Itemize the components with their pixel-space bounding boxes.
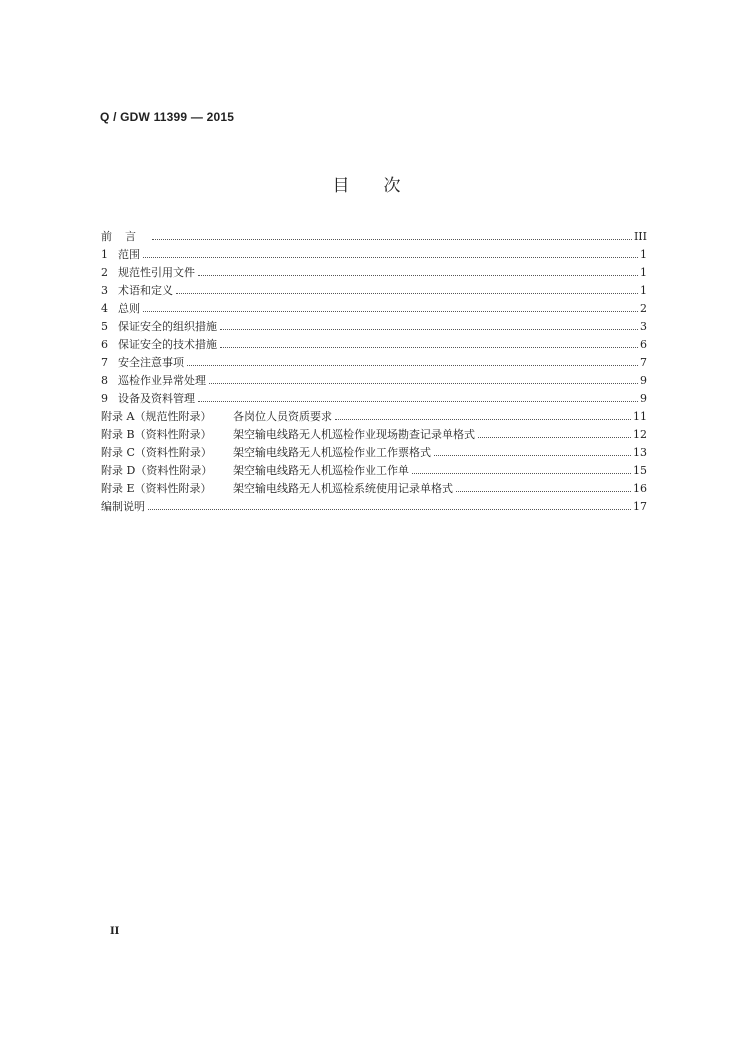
toc-entry-appendix-b[interactable] <box>101 426 647 444</box>
toc-entry-abnormal-handling[interactable] <box>101 372 647 390</box>
toc-entry-label: 保证安全的技术措施 <box>118 338 217 351</box>
toc-entry-foreword[interactable] <box>101 228 647 246</box>
toc-entry-appendix-prefix: 附录 C（资料性附录） <box>101 446 212 459</box>
toc-entry-page: 11 <box>633 410 647 423</box>
toc-entry-normative-references[interactable] <box>101 264 647 282</box>
toc-entry-page: III <box>633 230 647 243</box>
toc-entry-label: 各岗位人员资质要求 <box>233 410 332 423</box>
dot-leader <box>143 311 638 312</box>
toc-entry-page: 1 <box>640 284 647 297</box>
toc-entry-number: 9 <box>101 392 108 405</box>
toc-entry-label: 架空输电线路无人机巡检系统使用记录单格式 <box>233 482 453 495</box>
toc-entry-label: 总则 <box>118 302 140 315</box>
dot-leader <box>456 491 631 492</box>
toc-entry-technical-measures[interactable] <box>101 336 647 354</box>
toc-entry-number: 7 <box>101 356 108 369</box>
toc-entry-page: 2 <box>640 302 647 315</box>
toc-entry-number: 1 <box>101 248 108 261</box>
toc-entry-number: 5 <box>101 320 108 333</box>
toc-entry-appendix-e[interactable] <box>101 480 647 498</box>
toc-entry-page: 15 <box>633 464 647 477</box>
dot-leader <box>220 329 638 330</box>
dot-leader <box>198 275 638 276</box>
toc-entry-appendix-prefix: 附录 E（资料性附录） <box>101 482 212 495</box>
dot-leader <box>209 383 638 384</box>
toc-entry-label: 巡检作业异常处理 <box>118 374 206 387</box>
toc-entry-page: 6 <box>640 338 647 351</box>
toc-entry-page: 3 <box>640 320 647 333</box>
table-of-contents <box>101 228 647 516</box>
toc-entry-page: 9 <box>640 374 647 387</box>
dot-leader <box>335 419 631 420</box>
toc-entry-label: 编制说明 <box>101 500 145 513</box>
toc-entry-appendix-prefix: 附录 A（规范性附录） <box>101 410 212 423</box>
toc-entry-page: 16 <box>633 482 647 495</box>
dot-leader <box>434 455 631 456</box>
toc-entry-page: 1 <box>640 248 647 261</box>
standard-code: Q / GDW 11399 — 2015 <box>100 110 235 124</box>
toc-entry-terms-definitions[interactable] <box>101 282 647 300</box>
page-number: II <box>110 926 120 937</box>
toc-entry-safety-precautions[interactable] <box>101 354 647 372</box>
dot-leader <box>198 401 638 402</box>
toc-entry-scope[interactable] <box>101 246 647 264</box>
toc-entry-appendix-c[interactable] <box>101 444 647 462</box>
toc-entry-number: 6 <box>101 338 108 351</box>
toc-entry-compilation-notes[interactable] <box>101 498 647 516</box>
toc-entry-page: 13 <box>633 446 647 459</box>
dot-leader <box>187 365 638 366</box>
toc-entry-label: 架空输电线路无人机巡检作业工作票格式 <box>233 446 431 459</box>
toc-entry-number: 8 <box>101 374 108 387</box>
toc-entry-page: 1 <box>640 266 647 279</box>
toc-entry-label: 规范性引用文件 <box>118 266 195 279</box>
toc-entry-appendix-a[interactable] <box>101 408 647 426</box>
toc-entry-page: 12 <box>633 428 647 441</box>
dot-leader <box>143 257 638 258</box>
dot-leader <box>220 347 638 348</box>
toc-entry-label: 术语和定义 <box>118 284 173 297</box>
toc-entry-label: 架空输电线路无人机巡检作业现场勘查记录单格式 <box>233 428 475 441</box>
toc-entry-number: 4 <box>101 302 108 315</box>
dot-leader <box>478 437 631 438</box>
toc-entry-label: 范围 <box>118 248 140 261</box>
toc-title: 目次 <box>332 176 435 196</box>
toc-entry-general[interactable] <box>101 300 647 318</box>
toc-entry-label: 设备及资料管理 <box>118 392 195 405</box>
toc-entry-number: 3 <box>101 284 108 297</box>
toc-entry-appendix-prefix: 附录 B（资料性附录） <box>101 428 212 441</box>
toc-entry-page: 17 <box>633 500 647 513</box>
toc-entry-label: 安全注意事项 <box>118 356 184 369</box>
toc-entry-number: 2 <box>101 266 108 279</box>
toc-entry-appendix-prefix: 附录 D（资料性附录） <box>101 464 213 477</box>
toc-entry-page: 9 <box>640 392 647 405</box>
dot-leader <box>176 293 638 294</box>
toc-entry-label: 保证安全的组织措施 <box>118 320 217 333</box>
toc-entry-label: 架空输电线路无人机巡检作业工作单 <box>233 464 409 477</box>
dot-leader <box>148 509 631 510</box>
toc-entry-page: 7 <box>640 356 647 369</box>
toc-entry-equipment-management[interactable] <box>101 390 647 408</box>
dot-leader <box>152 239 632 240</box>
toc-entry-label: 前言 <box>101 230 149 243</box>
toc-entry-appendix-d[interactable] <box>101 462 647 480</box>
toc-entry-organizational-measures[interactable] <box>101 318 647 336</box>
dot-leader <box>412 473 631 474</box>
